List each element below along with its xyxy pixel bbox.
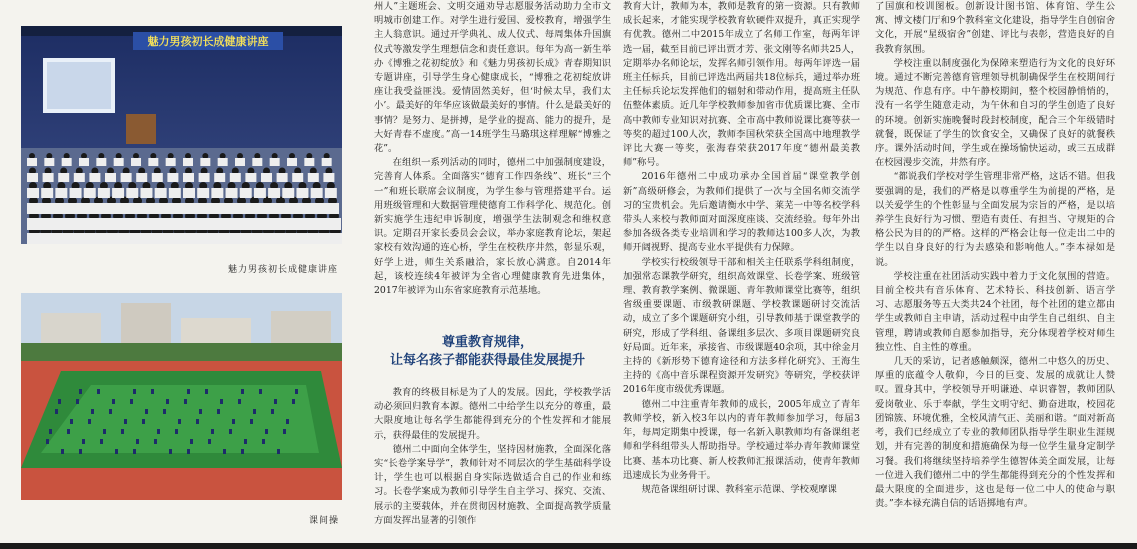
student-figure xyxy=(142,419,145,424)
student-figure xyxy=(259,389,262,394)
lecture-photo-caption: 魅力男孩初长成健康讲座 xyxy=(228,265,339,275)
col3-paragraph: 学校注重在社团活动实践中着力于文化氛围的营造。目前全校共有音乐体育、艺术特长、科技创新、语言学习、志愿服务等五大类共24个社团，每个社团的建立都由学生或教师自主申请，活动过程中由学生自己组织、自主管理，聘请或教师自愿参加指导，充分体现着学校对师生独立性、自主性的尊重。 xyxy=(875,270,1115,353)
student-figure xyxy=(154,439,157,444)
student-figure xyxy=(67,429,70,434)
audience-member-body xyxy=(274,203,287,214)
audience-member-body xyxy=(291,218,305,230)
audience-member-body xyxy=(209,203,222,214)
audience-member-body xyxy=(240,188,252,198)
student-figure xyxy=(220,399,223,404)
audience-member-body xyxy=(226,188,238,198)
audience-member-body xyxy=(79,158,89,166)
audience-member-body xyxy=(51,218,65,230)
col2-paragraph: 学校实行校级领导干部和相关主任联系学科组制度，加强常态课教学研究，组织高效课堂、长卷学案、班级管理、教育教学案例、微课题、青年教师课堂比赛等，组织省级重要课题、市级教研课题、学校教课题研讨交流活动，成立了多个课题研究小组，引导教师基于课堂教学的研究，形成了学科组、备课组多层次、多项目课题研究良好局面。近年来，承接省、市级课题40余项，其中徐金月主持的《新形势下德育途径和方法多样化研究》、王海生主持的《高中音乐课程资源开发研究》等研究，学校获评2016年度市级优秀课题。 xyxy=(623,256,860,396)
audience-member-body xyxy=(296,188,308,198)
audience-member-body xyxy=(261,203,274,214)
audience-member-body xyxy=(231,218,245,230)
audience-member-body xyxy=(230,173,241,182)
student-figure xyxy=(103,429,106,434)
audience-member-body xyxy=(170,203,183,214)
student-figure xyxy=(229,429,232,434)
student-figure xyxy=(262,439,265,444)
audience-member-body xyxy=(131,203,144,214)
audience-member-body xyxy=(322,158,332,166)
audience-member-body xyxy=(96,158,106,166)
student-figure xyxy=(46,439,49,444)
audience-member-body xyxy=(183,158,193,166)
student-figure xyxy=(217,409,220,414)
student-figure xyxy=(61,449,64,454)
audience-member-body xyxy=(27,158,37,166)
col1-paragraph: 在组织一系列活动的同时，德州二中加强制度建设，完善育人体系。全面落实“德育工作四条线”、班长“三个一”和班长联席会议制度，为学生参与管理搭建平台。运用班级管理和大数据管理使德育工作科学化、规范化。创新实施学生违纪申诉制度，增强学生法制观念和维权意识。定期召开家长委员会会议，举办家庭教育论坛，架起家校有效沟通的连心桥，学生在校秩序井然，彰显乐观，好学上进，师生关系融洽，家长放心满意。自2014年起，该校连续4年被评为全省心理健康教育先进集体，2017年被评为山东省家庭教育示范基地。 xyxy=(374,157,611,297)
column-3 xyxy=(875,0,1115,536)
audience-member-body xyxy=(323,173,334,182)
col3-paragraph: 学校注重以制度强化为保障来塑造行为文化的良好环境。通过不断完善德育管理领导机制确保学生在校期间行为规范、作息有序。中午静校期间，整个校园静悄悄的，没有一名学生随意走动，为午休和自习的学生创造了良好的环境。创新实施晚餐时段封校制度，配合三个年级错时就餐，既保证了学生的饮食安全，又确保了良好的就餐秩序。课外活动时间，学生或在操场愉快运动，或三五成群在校园漫步交流，井然有序。 xyxy=(875,57,1115,169)
audience-member-body xyxy=(183,173,194,182)
student-figure xyxy=(292,399,295,404)
student-figure xyxy=(145,409,148,414)
audience-member-body xyxy=(199,173,210,182)
audience-member-body xyxy=(136,173,147,182)
student-figure xyxy=(199,409,202,414)
student-figure xyxy=(208,439,211,444)
student-figure xyxy=(178,419,181,424)
audience-member-body xyxy=(308,173,319,182)
audience-member-body xyxy=(279,218,293,230)
student-figure xyxy=(79,389,82,394)
audience-member-body xyxy=(282,188,294,198)
col2-paragraph: 2016年德州二中成功承办全国首届“课堂教学创新”高级研修会，为教师们提供了一次与全国名师交流学习的宝贵机会。先后邀请衡水中学、莱芜一中等名校学科带头人来校与教师面对面深度座谈、交流经验。每年外出参加各级各类专业培训和学习的教师达100多人次，为教师开阔视野、提高专业水平提供有力保障。 xyxy=(623,171,860,254)
audience-member-body xyxy=(235,158,245,166)
audience-member-body xyxy=(200,158,210,166)
student-figure xyxy=(187,389,190,394)
student-figure xyxy=(169,449,172,454)
audience-member-body xyxy=(328,233,342,244)
exercise-photo-illustration xyxy=(21,293,342,500)
exercise-photo-caption: 课间操 xyxy=(309,516,340,526)
audience-member-body xyxy=(140,188,152,198)
audience-member-body xyxy=(131,158,141,166)
audience-member-body xyxy=(105,203,118,214)
audience-member-body xyxy=(245,173,256,182)
audience-member-body xyxy=(123,218,137,230)
student-figure xyxy=(157,429,160,434)
student-figure xyxy=(238,399,241,404)
student-figure xyxy=(196,419,199,424)
col3-paragraph: 几天的采访，记者感触颇深，德州二中悠久的历史、厚重的底蕴令人敬仰，今日的巨变、发展的成就让人赞叹。置身其中，学校领导开明谦逊、卓识睿智，教师团队爱岗敬业、乐于奉献，学生文明守纪、勤奋进取，校园花团锦簇、环境优雅，全校风清气正、美丽和谐。“面对新高考，我们已经成立了专业的教师团队指导学生职业生涯规划，并有完善的制度和措施确保为每一位学生量身定制学习餐。我们将继续坚持培养学生德智体美全面发展，让每一位进入我们德州二中的学生都能得到充分的个性发挥和最大限度的全面进步，这也是每一位二中人的使命与职责。”李本禄充满自信的话语掷地有声。 xyxy=(875,356,1115,510)
column-1-upper xyxy=(374,0,611,310)
audience-member-body xyxy=(196,203,209,214)
audience-member-body xyxy=(114,158,124,166)
audience-member-body xyxy=(303,218,317,230)
heading-line-2: 让每名孩子都能获得最佳发展提升 xyxy=(389,353,585,368)
audience-member-body xyxy=(105,173,116,182)
audience-member-body xyxy=(87,218,101,230)
audience-member-body xyxy=(66,203,79,214)
audience-member-body xyxy=(58,173,69,182)
column-1-lower xyxy=(374,386,611,536)
lecture-photo-illustration xyxy=(21,26,342,244)
audience-member-body xyxy=(219,218,233,230)
col2-paragraph: 规范备课组研讨课、教科室示范课、学校观摩课 xyxy=(641,483,837,495)
col1-paragraph: 州人”主题班会、文明交通劝导志愿服务活动助力全市文明城市创建工作。对学生进行爱国、爱校教育，增强学生主人翁意识。通过开学典礼、成人仪式、每周集体升国旗仪式等激发学生理想信念和责任意识。每年为高一新生举办《博雅之花初绽放》和《魅力男孩初长成》青春期知识专题讲座，引导学生身心健康成长，“博雅之花初绽放讲座让我受益匪浅。爱情固然美好，但‘时候太早，我们太小’。最美好的年华应该做最美好的事情。什么是最美好的事情？是努力、是拼搏，是学业的提高、能力的提升，是大好青春不虚度。”高一14班学生马璐琪这样理解“博雅之花”。 xyxy=(374,1,611,155)
audience-member-body xyxy=(167,173,178,182)
audience-member-body xyxy=(55,188,67,198)
student-figure xyxy=(223,449,226,454)
student-figure xyxy=(79,449,82,454)
audience-member-body xyxy=(270,158,280,166)
audience-member-body xyxy=(62,158,72,166)
audience-member-body xyxy=(84,188,96,198)
student-figure xyxy=(253,409,256,414)
audience-member-body xyxy=(313,203,326,214)
student-figure xyxy=(121,429,124,434)
audience-member-body xyxy=(222,203,235,214)
col1b-paragraph: 教育的终极目标是为了人的发展。因此，学校教学活动必须回归教育本源。德州二中给学生以充分的尊重，最大限度地让每名学生都能得到充分的个性发挥和才能展示，获得最佳的发展提升。 xyxy=(374,387,611,441)
student-figure xyxy=(88,419,91,424)
audience-member-body xyxy=(44,158,54,166)
column-2 xyxy=(623,0,860,536)
audience-member-body xyxy=(315,218,329,230)
heading-line-1: 尊重教育规律， xyxy=(441,335,533,350)
audience-member-body xyxy=(79,203,92,214)
student-figure xyxy=(175,429,178,434)
audience-member-body xyxy=(235,203,248,214)
audience-member-body xyxy=(243,218,257,230)
student-figure xyxy=(133,389,136,394)
student-figure xyxy=(211,429,214,434)
audience-member-body xyxy=(112,188,124,198)
audience-member-body xyxy=(327,218,341,230)
lecture-photo xyxy=(21,26,342,244)
audience-member-body xyxy=(166,158,176,166)
audience-member-body xyxy=(118,203,131,214)
banner-text: 魅力男孩初长成健康讲座 xyxy=(147,35,269,48)
student-figure xyxy=(166,399,169,404)
student-figure xyxy=(205,389,208,394)
audience-member-body xyxy=(111,218,125,230)
student-figure xyxy=(55,409,58,414)
audience-member-body xyxy=(152,173,163,182)
student-figure xyxy=(184,399,187,404)
audience-member-body xyxy=(27,188,39,198)
audience-member-body xyxy=(144,203,157,214)
col3-paragraph: “都说我们学校对学生管理非常严格，这话不错。但我要强调的是，我们的严格是以尊重学生为前提的严格，是以关爱学生的个性彰显与全面发展为宗旨的严格，是以培养学生良好行为习惯、塑造有责任、有担当、守规矩的合格公民为目的的严格。这样的严格会让每一位走出二中的学生以自身良好的行为去感染和影响他人。”李本禄如是说。 xyxy=(875,171,1115,268)
audience-member-body xyxy=(254,188,266,198)
student-figure xyxy=(241,389,244,394)
audience-member-body xyxy=(183,218,197,230)
audience-member-body xyxy=(311,188,323,198)
student-figure xyxy=(187,449,190,454)
student-figure xyxy=(130,399,133,404)
audience-member-body xyxy=(171,218,185,230)
page-bottom-bar xyxy=(0,543,1137,549)
audience-member-body xyxy=(157,203,170,214)
audience-member-body xyxy=(126,188,138,198)
student-figure xyxy=(115,449,118,454)
section-heading xyxy=(365,334,610,370)
audience-member-body xyxy=(300,203,313,214)
student-figure xyxy=(274,399,277,404)
audience-member-body xyxy=(197,188,209,198)
student-figure xyxy=(97,389,100,394)
audience-member-body xyxy=(218,158,228,166)
audience-member-body xyxy=(27,173,38,182)
audience-member-body xyxy=(169,188,181,198)
student-figure xyxy=(70,419,73,424)
student-figure xyxy=(241,449,244,454)
audience-member-body xyxy=(304,158,314,166)
audience-member-body xyxy=(159,218,173,230)
audience-member-body xyxy=(27,218,41,230)
audience-member-body xyxy=(326,203,339,214)
audience-member-body xyxy=(63,218,77,230)
audience-member-body xyxy=(214,173,225,182)
audience-member-body xyxy=(39,218,53,230)
audience-member-body xyxy=(41,188,53,198)
exercise-photo xyxy=(21,293,342,500)
audience-member-body xyxy=(155,188,167,198)
student-figure xyxy=(133,449,136,454)
audience-member-body xyxy=(98,188,110,198)
student-figure xyxy=(295,389,298,394)
student-figure xyxy=(82,439,85,444)
audience-member-body xyxy=(195,218,209,230)
audience-member-body xyxy=(135,218,149,230)
audience-member-body xyxy=(277,173,288,182)
audience-member-body xyxy=(325,188,337,198)
student-figure xyxy=(76,399,79,404)
student-figure xyxy=(151,389,154,394)
student-figure xyxy=(163,409,166,414)
student-figure xyxy=(112,399,115,404)
audience-member-body xyxy=(121,173,132,182)
student-figure xyxy=(190,439,193,444)
audience-member-body xyxy=(53,203,66,214)
audience-member-body xyxy=(147,218,161,230)
student-figure xyxy=(124,419,127,424)
audience-member-body xyxy=(89,173,100,182)
student-figure xyxy=(91,409,94,414)
student-figure xyxy=(286,419,289,424)
audience-member-body xyxy=(74,173,85,182)
student-figure xyxy=(58,399,61,404)
audience-member-body xyxy=(183,203,196,214)
audience-member-body xyxy=(248,203,261,214)
audience-member-body xyxy=(261,173,272,182)
audience-member-body xyxy=(40,203,53,214)
audience-member-body xyxy=(148,158,158,166)
student-figure xyxy=(136,439,139,444)
audience-member-body xyxy=(75,218,89,230)
audience-member-body xyxy=(207,218,221,230)
student-figure xyxy=(109,409,112,414)
audience-member-body xyxy=(70,188,82,198)
audience-member-body xyxy=(268,188,280,198)
audience-member-body xyxy=(211,188,223,198)
audience-member-body xyxy=(287,158,297,166)
student-figure xyxy=(271,409,274,414)
audience-member-body xyxy=(292,173,303,182)
student-figure xyxy=(250,419,253,424)
audience-member-body xyxy=(92,203,105,214)
audience-member-body xyxy=(43,173,54,182)
col3-paragraph: 了国旗和校训图板。创新设计图书馆、体育馆、学生公寓、博文楼门厅和9个教科室文化建设，指导学生自创宿舍文化，开展“星级宿舍”创建、评比与表彰，营造良好的自我教育氛围。 xyxy=(875,1,1115,55)
audience-member-body xyxy=(255,218,269,230)
audience-member-body xyxy=(267,218,281,230)
audience-member-body xyxy=(27,203,40,214)
audience-member-body xyxy=(99,218,113,230)
col2-paragraph: 教育大计，教师为本，教师是教育的第一资源。只有教师成长起来，才能实现学校教育软硬件双提升，真正实现学有优教。德州二中2015年成立了名师工作室，每两年评选一届，截至目前已评出贾才芳、张文刚等名师共25人，定期举办名师论坛，发挥名师引领作用。每两年评选一届班主任标兵，目前已评选出两届共18位标兵，通过举办班主任标兵论坛发挥他们的辐射和带动作用，提高班主任队伍整体素质。近几年学校教师参加省市优质课比赛、全市高中教师专业知识对抗赛、全市高中教师说课比赛等获一等奖的超过100人次，教师李国秋荣获全国高中地理教学评比大赛一等奖，张海春荣获2017年度“德州最美教师”称号。 xyxy=(623,1,860,169)
student-figure xyxy=(49,429,52,434)
audience-member-body xyxy=(252,158,262,166)
audience-member-body xyxy=(287,203,300,214)
col1b-paragraph: 德州二中面向全体学生，坚持因材施教，全面深化落实“长卷学案导学”，教师针对不同层次的学生基础科学设计，学生也可以根据自身实际选做适合自己的作业和练习。长卷学案成为教师引导学生自主学习、探究、交流、展示的主要载体，并在贯彻因材施教、全面提高教学质量方面发挥出显著的引领作 xyxy=(374,443,611,526)
student-figure xyxy=(265,429,268,434)
audience-member-body xyxy=(183,188,195,198)
student-figure xyxy=(100,439,103,444)
student-figure xyxy=(277,449,280,454)
student-figure xyxy=(244,439,247,444)
student-figure xyxy=(232,419,235,424)
col2-paragraph: 德州二中注重青年教师的成长，2005年成立了青年教师学校，新入校3年以内的青年教师参加学习，每届3年，每周定期集中授课，每一名新入职教师均有备课组老师和学科组带头人帮助指导。学校通过举办青年教师课堂比赛、基本功比赛、新人校教师汇报课活动，使青年教师迅速成长为业务骨干。 xyxy=(623,398,860,481)
student-figure xyxy=(283,429,286,434)
